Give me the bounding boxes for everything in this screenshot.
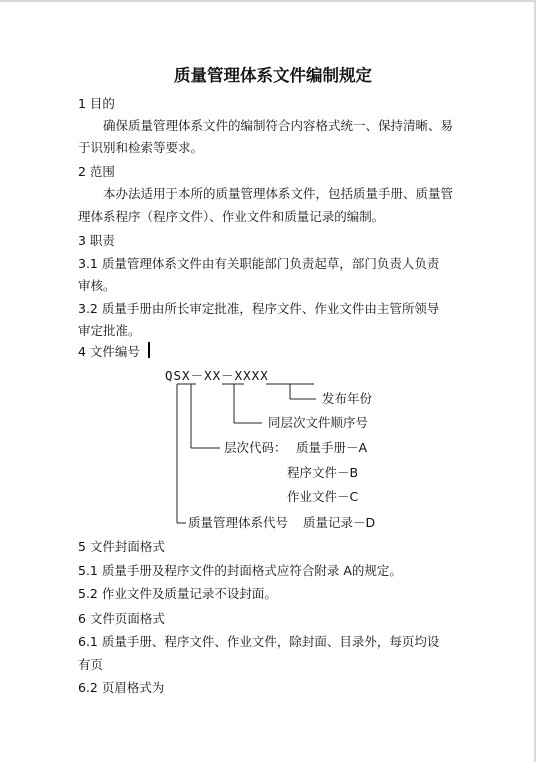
section-1-paragraph-line-2: 于识别和检索等要求。 [78, 140, 204, 155]
clause-3-1-line-1: 3.1 质量管理体系文件由有关职能部门负责起草，部门负责人负责 [78, 256, 440, 271]
label-release-year: 发布年份 [322, 391, 373, 406]
clause-6-1-line-1: 6.1 质量手册、程序文件、作业文件，除封面、目录外，每页均设 [78, 634, 440, 649]
section-2-heading: 2 范围 [78, 164, 115, 179]
clause-3-1-line-2: 审核。 [78, 278, 116, 293]
section-3-heading: 3 职责 [78, 233, 115, 248]
label-level-code: 层次代码： [224, 440, 287, 455]
section-1-heading: 1 目的 [78, 96, 115, 111]
clause-3-2-line-1: 3.2 质量手册由所长审定批准，程序文件、作业文件由主管所领导 [78, 301, 440, 316]
clause-6-2: 6.2 页眉格式为 [78, 680, 165, 695]
section-5-heading: 5 文件封面格式 [78, 539, 165, 554]
label-level-a: 质量手册－A [296, 440, 368, 455]
clause-6-1-line-2: 有页 [78, 657, 104, 672]
section-6-heading: 6 文件页面格式 [78, 611, 165, 626]
label-level-b: 程序文件－B [287, 465, 359, 480]
clause-5-1: 5.1 质量手册及程序文件的封面格式应符合附录 A的规定。 [78, 563, 402, 578]
page-title: 质量管理体系文件编制规定 [174, 66, 372, 85]
label-level-d: 质量记录－D [303, 515, 376, 530]
clause-5-2: 5.2 作业文件及质量记录不设封面。 [78, 586, 277, 601]
file-number-code: QSX－XX－XXXX [165, 368, 269, 383]
label-level-c: 作业文件－C [287, 489, 359, 504]
section-1-paragraph-line-1: 确保质量管理体系文件的编制符合内容格式统一、保持清晰、易 [103, 118, 454, 133]
section-2-paragraph-line-1: 本办法适用于本所的质量管理体系文件，包括质量手册、质量管 [103, 186, 454, 201]
section-2-paragraph-line-2: 理体系程序（程序文件）、作业文件和质量记录的编制。 [78, 209, 385, 224]
label-sequence-number: 同层次文件顺序号 [268, 415, 369, 430]
label-system-code: 质量管理体系代号 [188, 515, 289, 530]
clause-3-2-line-2: 审定批准。 [78, 323, 141, 338]
section-4-heading: 4 文件编号 [78, 344, 140, 359]
